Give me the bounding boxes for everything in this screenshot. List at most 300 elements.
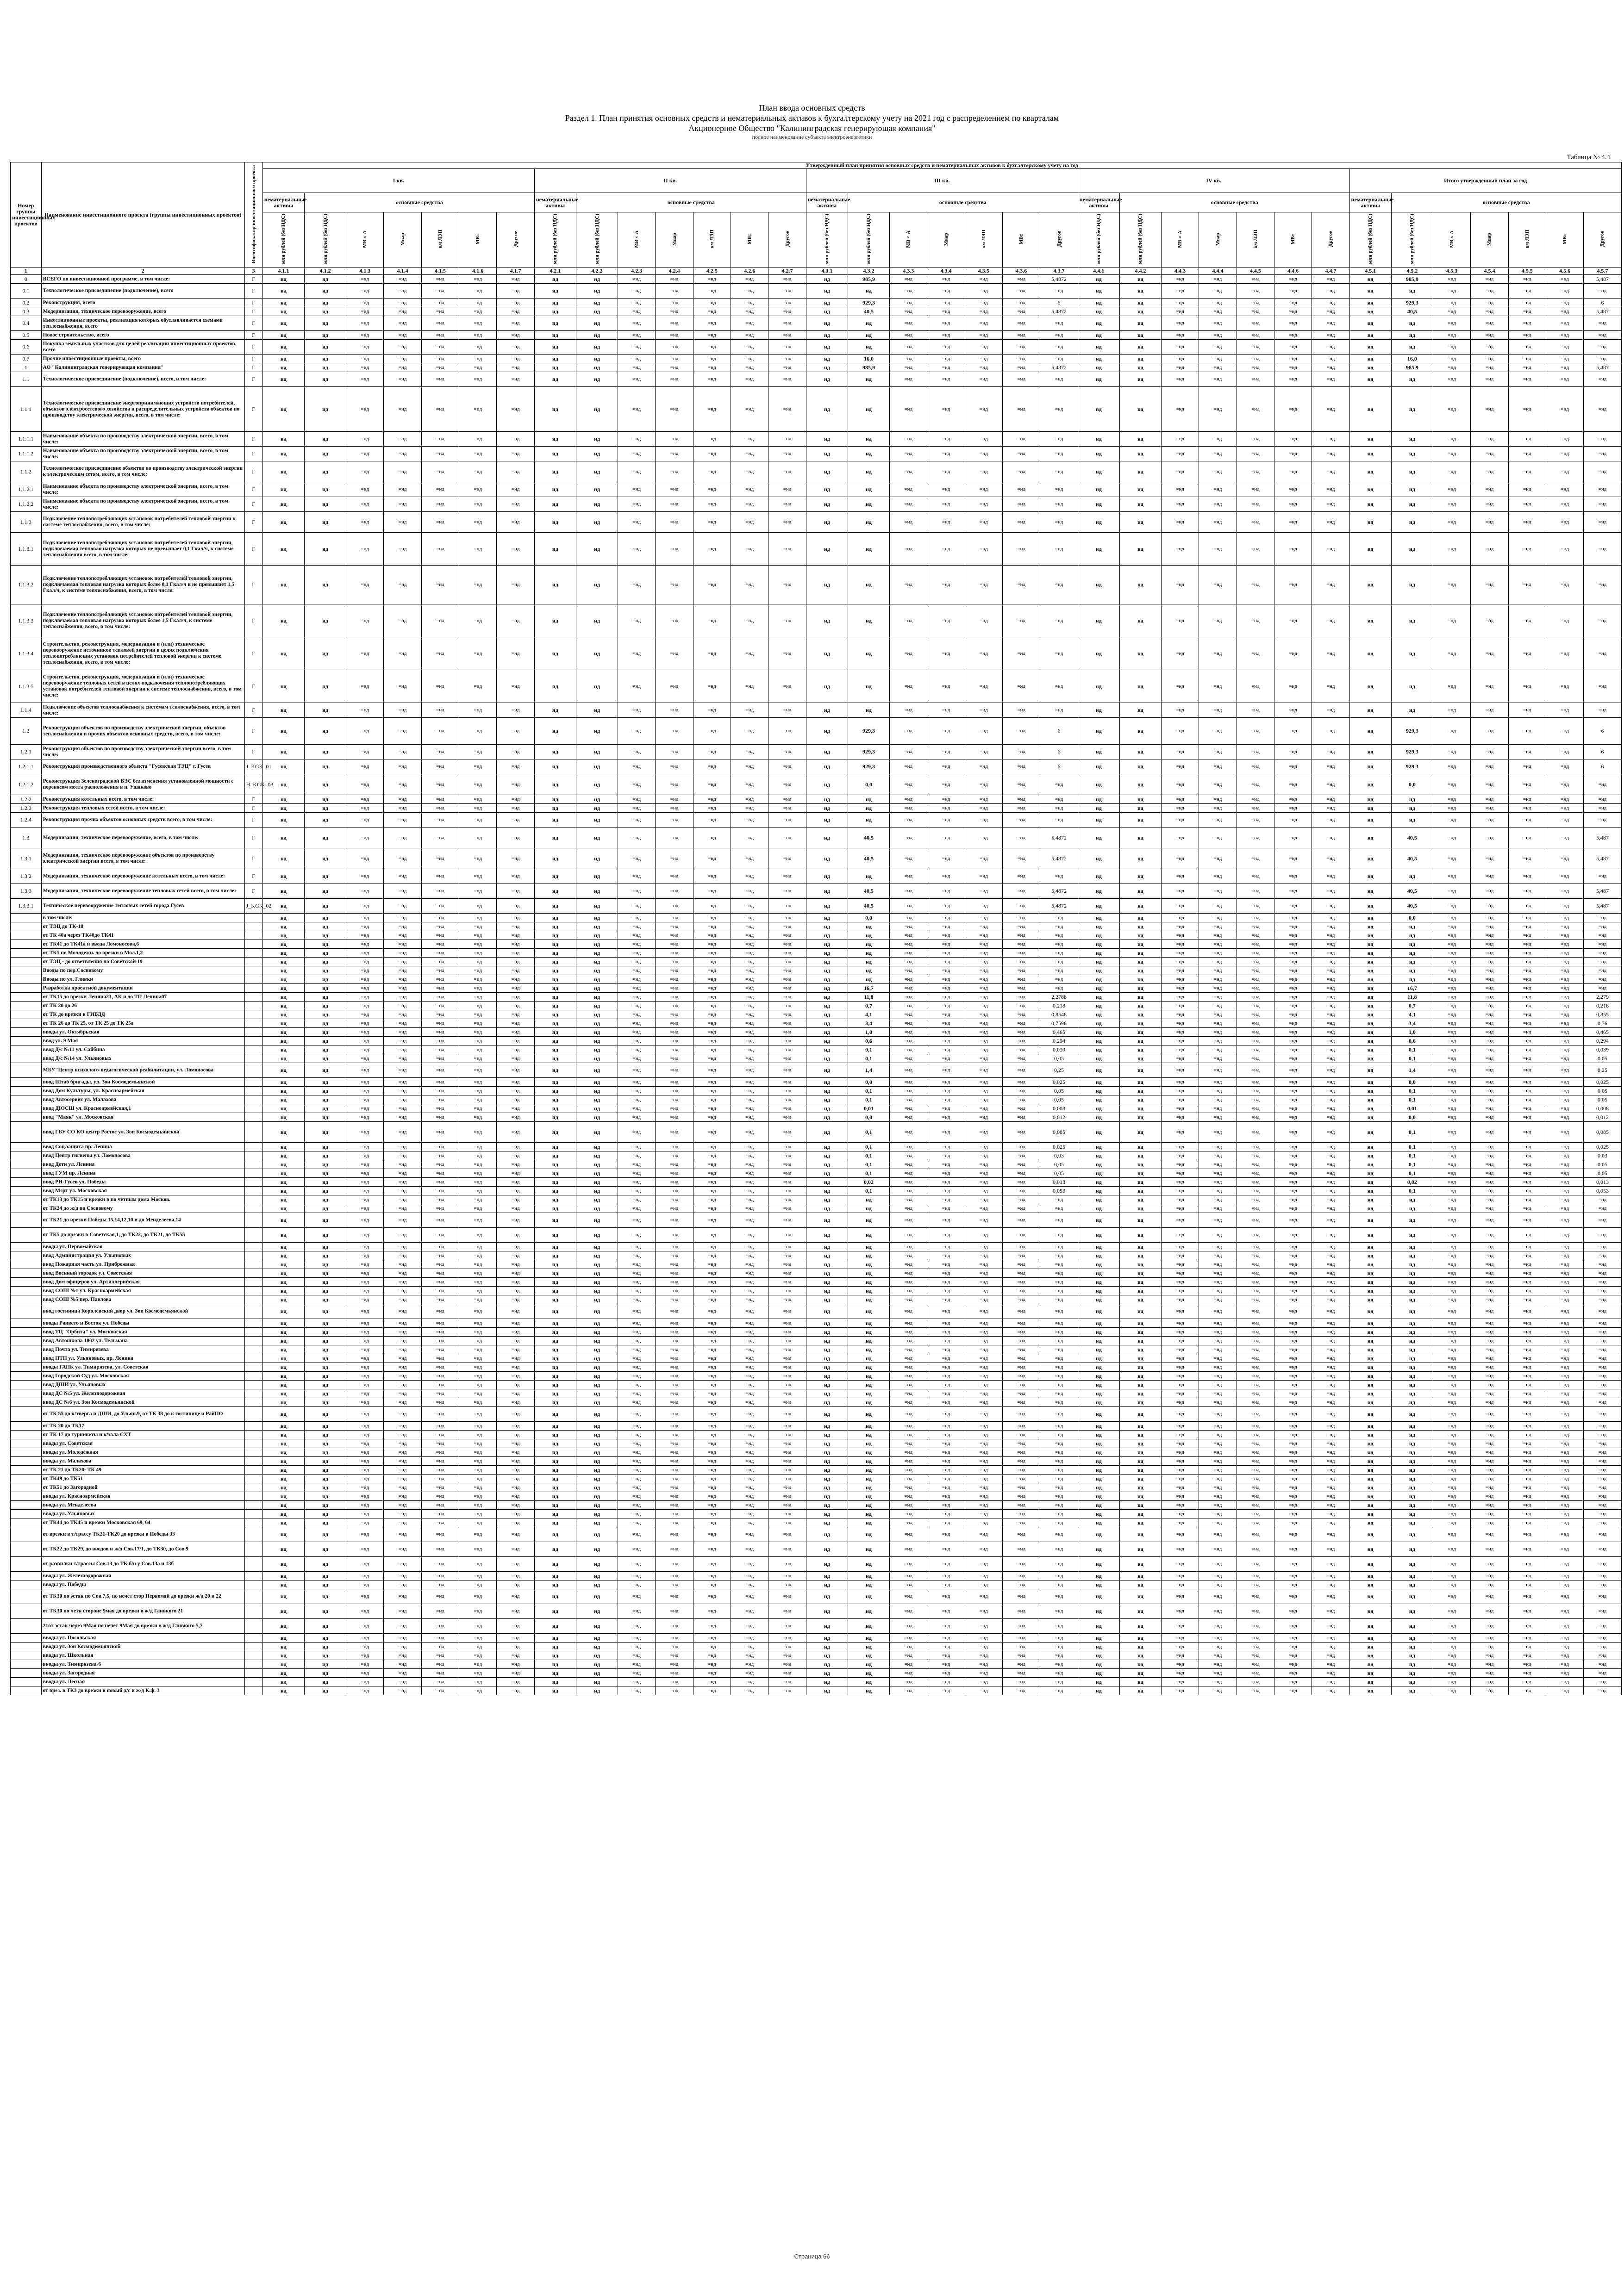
cell-q3-5: =нд	[965, 1204, 1002, 1213]
cell-q1-4: =нд	[384, 1337, 421, 1345]
cell-q3-5: =нд	[965, 813, 1002, 828]
cell-q2-1: нд	[534, 432, 576, 447]
cell-q1-5: =нд	[421, 813, 459, 828]
header-index-27: 4.4.3	[1162, 268, 1199, 275]
table-row	[11, 1510, 1622, 1518]
row-id: Г	[244, 363, 262, 372]
cell-q1-3: =нд	[346, 1337, 384, 1345]
cell-q4-3: =нд	[1162, 1160, 1199, 1169]
row-number: 1.1.1	[11, 387, 42, 432]
cell-total-4: =нд	[1471, 869, 1508, 884]
cell-total-3: =нд	[1433, 1686, 1470, 1695]
cell-total-1: нд	[1349, 1475, 1391, 1483]
cell-q4-2: нд	[1119, 461, 1161, 482]
row-id: Г	[244, 795, 262, 804]
cell-total-3: =нд	[1433, 828, 1470, 848]
table-row	[11, 1337, 1622, 1345]
cell-q2-7: =нд	[768, 1381, 806, 1389]
cell-total-3: =нд	[1433, 1243, 1470, 1251]
cell-q1-7: =нд	[497, 1010, 534, 1019]
cell-q3-1: нд	[806, 1457, 848, 1466]
cell-total-2: 40,5	[1391, 884, 1433, 899]
cell-total-3: =нд	[1433, 1580, 1470, 1589]
cell-total-6: =нд	[1546, 1669, 1583, 1678]
cell-total-4: =нд	[1471, 1037, 1508, 1045]
cell-q3-5: =нд	[965, 828, 1002, 848]
cell-q2-6: =нд	[731, 1422, 768, 1431]
cell-q1-4: =нд	[384, 1087, 421, 1095]
cell-q3-5: =нд	[965, 284, 1002, 299]
cell-q4-5: =нд	[1237, 566, 1274, 604]
cell-q1-2: нд	[305, 1054, 346, 1063]
cell-q4-4: =нд	[1199, 1045, 1237, 1054]
row-name: вводы ул. Лесная	[41, 1678, 244, 1686]
cell-q4-1: нд	[1078, 1028, 1119, 1037]
cell-q2-5: =нд	[693, 1466, 731, 1475]
cell-total-1: нд	[1349, 1169, 1391, 1178]
cell-q4-5: =нд	[1237, 1054, 1274, 1063]
cell-q2-7: =нд	[768, 1122, 806, 1143]
cell-q2-7: =нд	[768, 1095, 806, 1104]
cell-total-4: =нд	[1471, 1028, 1508, 1037]
cell-q4-3: =нд	[1162, 745, 1199, 759]
cell-q2-5: =нд	[693, 299, 731, 307]
cell-total-5: =нд	[1508, 482, 1546, 497]
cell-total-1: нд	[1349, 1572, 1391, 1580]
cell-q2-6: =нд	[731, 774, 768, 795]
cell-q2-5: =нд	[693, 931, 731, 940]
cell-q1-4: =нд	[384, 1542, 421, 1557]
cell-q3-1: нд	[806, 1660, 848, 1669]
cell-q4-2: нд	[1119, 958, 1161, 966]
cell-q1-1: нд	[262, 1304, 304, 1319]
cell-q3-5: =нд	[965, 1475, 1002, 1483]
cell-q4-1: нд	[1078, 1492, 1119, 1501]
cell-total-5: =нд	[1508, 1407, 1546, 1422]
cell-q4-1: нд	[1078, 1475, 1119, 1483]
row-name: 21от эстак через 9Мая по нечет 9Мая до врезки в ж/д Гливкого 5,7	[41, 1619, 244, 1634]
cell-q1-7: =нд	[497, 1078, 534, 1087]
cell-q3-5: =нд	[965, 482, 1002, 497]
cell-q3-7: 0,25	[1040, 1063, 1078, 1078]
cell-q2-2: нд	[576, 1269, 618, 1278]
cell-q3-6: =нд	[1003, 284, 1040, 299]
cell-q1-7: =нд	[497, 795, 534, 804]
cell-q3-7: 5,4872	[1040, 307, 1078, 316]
cell-q3-6: =нд	[1003, 1354, 1040, 1363]
cell-q3-4: =нд	[927, 940, 965, 949]
row-number	[11, 1501, 42, 1510]
cell-q2-6: =нд	[731, 307, 768, 316]
cell-total-7: 0,294	[1584, 1037, 1621, 1045]
cell-total-6: =нд	[1546, 1304, 1583, 1319]
cell-q4-4: =нд	[1199, 497, 1237, 512]
cell-q2-3: =нд	[618, 1178, 656, 1187]
cell-q1-3: =нд	[346, 1492, 384, 1501]
cell-q2-3: =нд	[618, 512, 656, 533]
cell-q2-7: =нд	[768, 1557, 806, 1572]
cell-total-7: 6	[1584, 745, 1621, 759]
cell-total-2: нд	[1391, 1527, 1433, 1542]
cell-q1-3: =нд	[346, 331, 384, 340]
cell-q4-7: =нд	[1312, 1169, 1349, 1178]
cell-q3-1: нд	[806, 1104, 848, 1113]
row-number	[11, 1287, 42, 1295]
cell-q2-7: =нд	[768, 1078, 806, 1087]
cell-total-7: 0,76	[1584, 1019, 1621, 1028]
cell-q1-3: =нд	[346, 1475, 384, 1483]
cell-q2-7: =нд	[768, 1295, 806, 1304]
cell-total-5: =нд	[1508, 1651, 1546, 1660]
cell-q2-3: =нд	[618, 1557, 656, 1572]
cell-q4-2: нд	[1119, 1328, 1161, 1337]
cell-q2-5: =нд	[693, 1381, 731, 1389]
cell-q2-7: =нд	[768, 1019, 806, 1028]
cell-q2-6: =нд	[731, 1337, 768, 1345]
cell-q1-2: нд	[305, 1160, 346, 1169]
table-row	[11, 1087, 1622, 1095]
cell-q4-6: =нд	[1274, 1095, 1312, 1104]
cell-total-5: =нд	[1508, 387, 1546, 432]
cell-q4-6: =нд	[1274, 869, 1312, 884]
cell-q3-6: =нд	[1003, 1660, 1040, 1669]
cell-q3-4: =нд	[927, 1328, 965, 1337]
header-q4-sub-4	[1199, 212, 1237, 268]
cell-q1-4: =нд	[384, 1178, 421, 1187]
cell-q4-6: =нд	[1274, 1483, 1312, 1492]
cell-q1-4: =нд	[384, 482, 421, 497]
cell-q1-6: =нд	[459, 1019, 497, 1028]
cell-total-7: =нд	[1584, 1213, 1621, 1228]
cell-q1-2: нд	[305, 1518, 346, 1527]
cell-total-3: =нд	[1433, 497, 1470, 512]
cell-q2-6: =нд	[731, 1113, 768, 1122]
cell-q1-1: нд	[262, 984, 304, 993]
cell-q3-7: 0,05	[1040, 1160, 1078, 1169]
cell-q3-6: =нд	[1003, 1407, 1040, 1422]
cell-q4-6: =нд	[1274, 1269, 1312, 1278]
cell-total-3: =нд	[1433, 1389, 1470, 1398]
header-q3-sub-5-text: км ЛЭП	[981, 230, 987, 249]
cell-q1-2: нд	[305, 1178, 346, 1187]
cell-q4-5: =нд	[1237, 966, 1274, 975]
cell-q2-6: =нд	[731, 1095, 768, 1104]
cell-q1-3: =нд	[346, 1398, 384, 1407]
cell-q2-1: нд	[534, 512, 576, 533]
cell-total-2: нд	[1391, 1278, 1433, 1287]
cell-q1-1: нд	[262, 461, 304, 482]
cell-q2-6: =нд	[731, 813, 768, 828]
cell-q2-5: =нд	[693, 363, 731, 372]
cell-q2-6: =нд	[731, 975, 768, 984]
cell-total-2: 929,3	[1391, 759, 1433, 774]
cell-q1-6: =нд	[459, 497, 497, 512]
cell-q1-1: нд	[262, 1557, 304, 1572]
row-number	[11, 1169, 42, 1178]
cell-q3-5: =нд	[965, 949, 1002, 958]
cell-q4-3: =нд	[1162, 387, 1199, 432]
cell-q2-7: =нд	[768, 1113, 806, 1122]
row-id	[244, 1643, 262, 1651]
cell-q3-1: нд	[806, 1542, 848, 1557]
cell-q3-5: =нд	[965, 899, 1002, 914]
cell-q2-2: нд	[576, 884, 618, 899]
cell-q4-4: =нд	[1199, 1354, 1237, 1363]
cell-q2-6: =нд	[731, 1243, 768, 1251]
cell-q4-6: =нд	[1274, 604, 1312, 637]
cell-q4-6: =нд	[1274, 447, 1312, 461]
cell-total-6: =нд	[1546, 1457, 1583, 1466]
row-name: от ТК24 до ж/д по Сосновому	[41, 1204, 244, 1213]
cell-q2-3: =нд	[618, 718, 656, 745]
cell-q2-3: =нд	[618, 1363, 656, 1372]
cell-q3-1: нд	[806, 1204, 848, 1213]
cell-total-6: =нд	[1546, 387, 1583, 432]
cell-q2-2: нд	[576, 1287, 618, 1295]
cell-q4-4: =нд	[1199, 1643, 1237, 1651]
cell-q3-4: =нд	[927, 1160, 965, 1169]
cell-q3-5: =нд	[965, 922, 1002, 931]
cell-total-4: =нд	[1471, 363, 1508, 372]
row-id	[244, 1475, 262, 1483]
cell-q4-2: нд	[1119, 1651, 1161, 1660]
cell-q4-5: =нд	[1237, 1466, 1274, 1475]
cell-q2-7: =нд	[768, 1572, 806, 1580]
cell-q2-1: нд	[534, 1510, 576, 1518]
cell-total-4: =нд	[1471, 512, 1508, 533]
cell-total-3: =нд	[1433, 1457, 1470, 1466]
cell-q2-4: =нд	[656, 1295, 693, 1304]
cell-q1-1: нд	[262, 1028, 304, 1037]
cell-q3-6: =нд	[1003, 1466, 1040, 1475]
cell-total-4: =нд	[1471, 1501, 1508, 1510]
cell-total-4: =нд	[1471, 340, 1508, 355]
cell-q4-3: =нд	[1162, 958, 1199, 966]
cell-q1-7: =нд	[497, 1466, 534, 1475]
cell-q1-1: нд	[262, 1243, 304, 1251]
cell-q2-5: =нд	[693, 1643, 731, 1651]
cell-q2-6: =нд	[731, 1557, 768, 1572]
cell-q1-4: =нд	[384, 1475, 421, 1483]
table-row	[11, 637, 1622, 670]
cell-q2-1: нд	[534, 958, 576, 966]
cell-q2-7: =нд	[768, 1054, 806, 1063]
cell-total-1: нд	[1349, 703, 1391, 718]
cell-q2-1: нд	[534, 1439, 576, 1448]
cell-total-6: =нд	[1546, 1287, 1583, 1295]
cell-q2-4: =нд	[656, 869, 693, 884]
cell-q4-6: =нд	[1274, 1319, 1312, 1328]
cell-q3-5: =нд	[965, 759, 1002, 774]
cell-q2-5: =нд	[693, 759, 731, 774]
cell-q4-3: =нд	[1162, 1669, 1199, 1678]
cell-total-3: =нд	[1433, 1304, 1470, 1319]
cell-q4-7: =нд	[1312, 1686, 1349, 1695]
cell-q2-1: нд	[534, 993, 576, 1002]
row-id	[244, 1686, 262, 1695]
header-q2-sub-5-text: км ЛЭП	[709, 230, 715, 249]
cell-total-1: нд	[1349, 958, 1391, 966]
cell-total-3: =нд	[1433, 1483, 1470, 1492]
cell-q2-6: =нд	[731, 1381, 768, 1389]
cell-q2-6: =нд	[731, 1572, 768, 1580]
cell-total-3: =нд	[1433, 1354, 1470, 1363]
cell-q2-3: =нд	[618, 1251, 656, 1260]
header-q1-sub-5-text: км ЛЭП	[437, 230, 443, 249]
cell-q2-6: =нд	[731, 1002, 768, 1010]
cell-q2-7: =нд	[768, 340, 806, 355]
cell-q4-6: =нд	[1274, 1287, 1312, 1295]
row-number	[11, 1381, 42, 1389]
row-number	[11, 1669, 42, 1678]
cell-q3-7: =нд	[1040, 316, 1078, 331]
cell-q4-5: =нд	[1237, 1634, 1274, 1643]
cell-q2-7: =нд	[768, 1354, 806, 1363]
cell-q4-3: =нд	[1162, 1439, 1199, 1448]
cell-q3-5: =нд	[965, 1363, 1002, 1372]
cell-q1-4: =нд	[384, 1686, 421, 1695]
cell-q2-2: нд	[576, 1278, 618, 1287]
row-name: Реконструкция, всего	[41, 299, 244, 307]
cell-q4-5: =нд	[1237, 718, 1274, 745]
cell-q4-7: =нд	[1312, 497, 1349, 512]
row-id	[244, 1037, 262, 1045]
cell-q1-6: =нд	[459, 1228, 497, 1243]
cell-q4-7: =нд	[1312, 1037, 1349, 1045]
cell-q1-7: =нд	[497, 1287, 534, 1295]
cell-total-1: нд	[1349, 533, 1391, 566]
cell-q2-7: =нд	[768, 759, 806, 774]
row-id: Г	[244, 447, 262, 461]
cell-q2-5: =нд	[693, 949, 731, 958]
cell-q1-4: =нд	[384, 1019, 421, 1028]
header-total-sub-2	[1391, 212, 1433, 268]
cell-total-4: =нд	[1471, 533, 1508, 566]
cell-q2-3: =нд	[618, 604, 656, 637]
cell-q1-1: нд	[262, 1660, 304, 1669]
cell-q4-3: =нд	[1162, 1381, 1199, 1389]
cell-total-6: =нд	[1546, 1045, 1583, 1054]
cell-q2-6: =нд	[731, 1363, 768, 1372]
cell-total-1: нд	[1349, 461, 1391, 482]
cell-q3-6: =нд	[1003, 759, 1040, 774]
cell-total-2: нд	[1391, 1589, 1433, 1604]
cell-q4-4: =нд	[1199, 914, 1237, 922]
cell-total-3: =нд	[1433, 931, 1470, 940]
row-number	[11, 1295, 42, 1304]
cell-q4-4: =нд	[1199, 966, 1237, 975]
cell-q1-7: =нд	[497, 1304, 534, 1319]
page-number: Страница 66	[794, 2253, 830, 2260]
header-index-13: 4.2.3	[618, 268, 656, 275]
cell-q1-7: =нд	[497, 869, 534, 884]
cell-q3-1: нд	[806, 1037, 848, 1045]
row-number	[11, 1151, 42, 1160]
cell-q2-1: нд	[534, 307, 576, 316]
cell-q4-6: =нд	[1274, 828, 1312, 848]
cell-q3-2: нд	[848, 958, 889, 966]
cell-q1-2: нд	[305, 1643, 346, 1651]
cell-q2-7: =нд	[768, 1660, 806, 1669]
cell-q3-4: =нд	[927, 1669, 965, 1678]
cell-q1-2: нд	[305, 774, 346, 795]
cell-total-4: =нд	[1471, 1492, 1508, 1501]
header-approved-plan: Утвержденный план принятия основных средств и нематериальных активов к бухгалтерскому учету на год	[262, 162, 1621, 169]
cell-q3-3: =нд	[890, 387, 927, 432]
cell-q3-3: =нд	[890, 966, 927, 975]
cell-q3-1: нд	[806, 1439, 848, 1448]
cell-q4-7: =нд	[1312, 884, 1349, 899]
header-q1-sub-1-text: млн рублей (без НДС)	[281, 214, 287, 264]
cell-q4-7: =нд	[1312, 533, 1349, 566]
cell-q4-3: =нд	[1162, 1269, 1199, 1278]
cell-q4-5: =нд	[1237, 1010, 1274, 1019]
cell-q1-6: =нд	[459, 1372, 497, 1381]
cell-q4-1: нд	[1078, 1363, 1119, 1372]
cell-q1-1: нд	[262, 1095, 304, 1104]
cell-q2-6: =нд	[731, 884, 768, 899]
table-row	[11, 1204, 1622, 1213]
row-number	[11, 1475, 42, 1483]
cell-q4-2: нд	[1119, 1304, 1161, 1319]
cell-q4-3: =нд	[1162, 1572, 1199, 1580]
cell-q3-7: =нд	[1040, 869, 1078, 884]
cell-q3-1: нд	[806, 718, 848, 745]
cell-q4-3: =нд	[1162, 1634, 1199, 1643]
cell-total-3: =нд	[1433, 1589, 1470, 1604]
cell-q2-2: нд	[576, 1122, 618, 1143]
row-number: 0.4	[11, 316, 42, 331]
cell-q2-7: =нд	[768, 1510, 806, 1518]
cell-q1-4: =нд	[384, 1260, 421, 1269]
cell-q4-4: =нд	[1199, 1328, 1237, 1337]
cell-q3-7: =нд	[1040, 1660, 1078, 1669]
row-id: Г	[244, 331, 262, 340]
cell-q2-2: нд	[576, 795, 618, 804]
cell-q2-3: =нд	[618, 670, 656, 703]
cell-q1-4: =нд	[384, 1518, 421, 1527]
cell-q1-1: нд	[262, 1431, 304, 1439]
cell-total-3: =нд	[1433, 1510, 1470, 1518]
cell-total-1: нд	[1349, 1686, 1391, 1695]
cell-q4-4: =нд	[1199, 1510, 1237, 1518]
cell-total-7: =нд	[1584, 1643, 1621, 1651]
cell-q1-4: =нд	[384, 1113, 421, 1122]
header-index-3: 3	[244, 268, 262, 275]
cell-q3-3: =нд	[890, 1195, 927, 1204]
row-id	[244, 1260, 262, 1269]
header-total-sub-7	[1584, 212, 1621, 268]
cell-q4-1: нд	[1078, 1651, 1119, 1660]
cell-total-7: 5,487	[1584, 899, 1621, 914]
cell-q1-1: нд	[262, 432, 304, 447]
header-index-7: 4.1.4	[384, 268, 421, 275]
cell-q1-2: нд	[305, 1104, 346, 1113]
cell-q3-6: =нд	[1003, 718, 1040, 745]
cell-q4-1: нд	[1078, 1604, 1119, 1619]
cell-total-7: =нд	[1584, 566, 1621, 604]
cell-q1-1: нд	[262, 1501, 304, 1510]
cell-total-1: нд	[1349, 869, 1391, 884]
cell-q3-5: =нд	[965, 533, 1002, 566]
cell-q2-4: =нд	[656, 1104, 693, 1113]
cell-q1-5: =нд	[421, 1660, 459, 1669]
cell-q1-6: =нд	[459, 795, 497, 804]
cell-q3-5: =нд	[965, 447, 1002, 461]
cell-total-1: нд	[1349, 1087, 1391, 1095]
cell-q4-2: нд	[1119, 1475, 1161, 1483]
cell-total-6: =нд	[1546, 795, 1583, 804]
